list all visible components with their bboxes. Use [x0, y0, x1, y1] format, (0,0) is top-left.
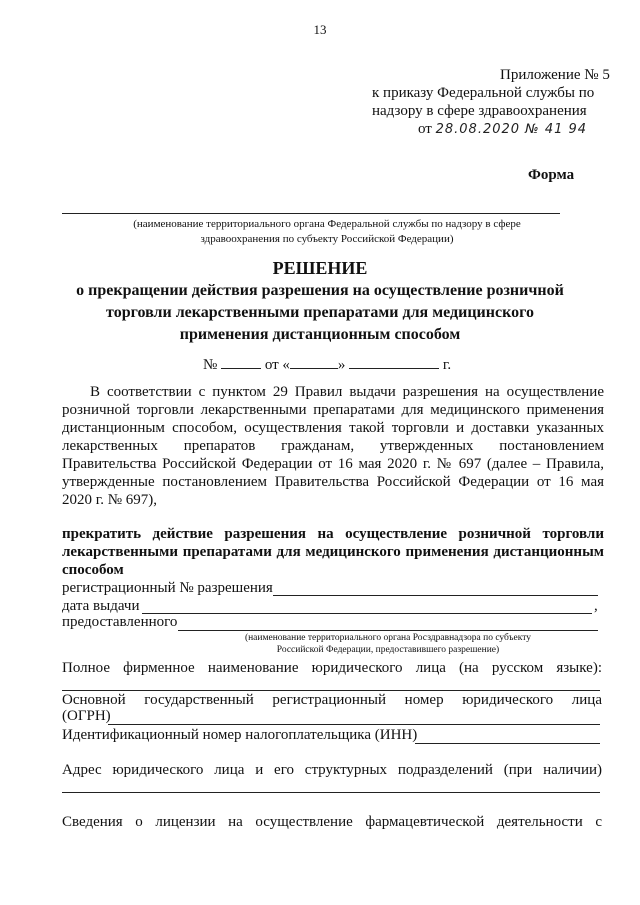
intro-word-resolution: постановлением	[499, 438, 604, 454]
appendix-line1: Приложение № 5	[500, 67, 610, 83]
intro-line6: утвержденные постановлением Правительства Российской Федерации от 16 мая	[62, 474, 604, 490]
ogrn-word-registration: регистрационный	[272, 692, 387, 708]
decision-line2: лекарственными препаратами для медицинского применения дистанционным	[62, 544, 604, 560]
day-blank	[290, 354, 338, 369]
reg-number-line	[273, 595, 598, 596]
intro-line3: дистанционным способом, осуществления такой торговли и доставки указанных	[62, 420, 604, 436]
organ-name-line	[62, 213, 560, 214]
issue-date-comma: ,	[594, 598, 598, 614]
handwritten-date-number: 28.08.2020 № 41 94	[435, 122, 588, 137]
month-year-blank	[349, 354, 439, 369]
intro-line7: 2020 г. № 697),	[62, 492, 158, 508]
appendix-date-line	[418, 120, 587, 139]
intro-line4	[62, 438, 604, 455]
ogrn-label: (ОГРН)	[62, 708, 111, 724]
intro-word-approved: утвержденных	[379, 438, 474, 454]
provided-caption-line1: (наименование территориального органа Росздравнадзора по субъекту	[244, 633, 532, 643]
year-label: г.	[442, 357, 452, 373]
ogrn-line1	[62, 692, 602, 709]
appendix-date-prefix: от	[418, 121, 432, 137]
page-number: 13	[313, 22, 327, 37]
full-name-label: Полное фирменное наименование юридического лица (на русском языке):	[62, 660, 602, 676]
organ-caption-line1: (наименование территориального органа Федеральной службы по надзору в сфере	[133, 218, 521, 230]
decision-line1: прекратить действие разрешения на осуществление розничной торговли	[62, 526, 604, 542]
ogrn-word-entity: лица	[571, 692, 602, 708]
number-date-line	[203, 354, 451, 374]
intro-word-medicines: лекарственных	[62, 438, 158, 454]
subtitle-line2: торговли лекарственными препаратами для медицинского	[106, 304, 534, 321]
organ-caption-line2: здравоохранения по субъекту Российской Федерации)	[200, 233, 454, 245]
number-label: №	[203, 357, 218, 373]
provided-line	[178, 630, 598, 631]
reg-number-label: регистрационный № разрешения	[62, 580, 273, 596]
number-blank	[221, 354, 261, 369]
provided-caption-line2: Российской Федерации, предоставившего разрешение)	[276, 645, 500, 655]
ogrn-line	[108, 724, 600, 725]
ogrn-word-legal: юридического	[462, 692, 554, 708]
appendix-line3: надзору в сфере здравоохранения	[372, 103, 587, 119]
inn-line	[415, 743, 600, 744]
date-open: от «	[264, 357, 290, 373]
license-label: Сведения о лицензии на осуществление фармацевтической деятельности с	[62, 814, 602, 830]
intro-word-citizens: гражданам,	[281, 438, 355, 454]
date-close-quote: »	[337, 357, 346, 373]
address-label: Адрес юридического лица и его структурных подразделений (при наличии)	[62, 762, 602, 778]
appendix-line2: к приказу Федеральной службы по	[372, 85, 595, 101]
decision-line3: способом	[62, 562, 124, 578]
ogrn-word-main: Основной	[62, 692, 126, 708]
address-line	[62, 792, 600, 793]
intro-line1: В соответствии с пунктом 29 Правил выдачи разрешения на осуществление	[90, 384, 604, 400]
subtitle-line1: о прекращении действия разрешения на осуществление розничной	[76, 282, 564, 299]
intro-word-preparations: препаратов	[183, 438, 256, 454]
issue-date-line	[142, 613, 592, 614]
intro-line2: розничной торговли лекарственными препаратами для медицинского применения	[62, 402, 604, 418]
provided-label: предоставленного	[62, 614, 178, 630]
document-title: РЕШЕНИЕ	[272, 258, 368, 278]
intro-line5: Правительства Российской Федерации от 16 мая 2020 г. № 697 (далее – Правила,	[62, 456, 604, 472]
ogrn-word-number: номер	[404, 692, 444, 708]
full-name-line	[62, 690, 600, 691]
subtitle-line3: применения дистанционным способом	[179, 326, 461, 343]
inn-label: Идентификационный номер налогоплательщика (ИНН)	[62, 727, 418, 743]
issue-date-label: дата выдачи	[62, 598, 140, 614]
form-label: Форма	[528, 167, 575, 183]
ogrn-word-state: государственный	[144, 692, 254, 708]
